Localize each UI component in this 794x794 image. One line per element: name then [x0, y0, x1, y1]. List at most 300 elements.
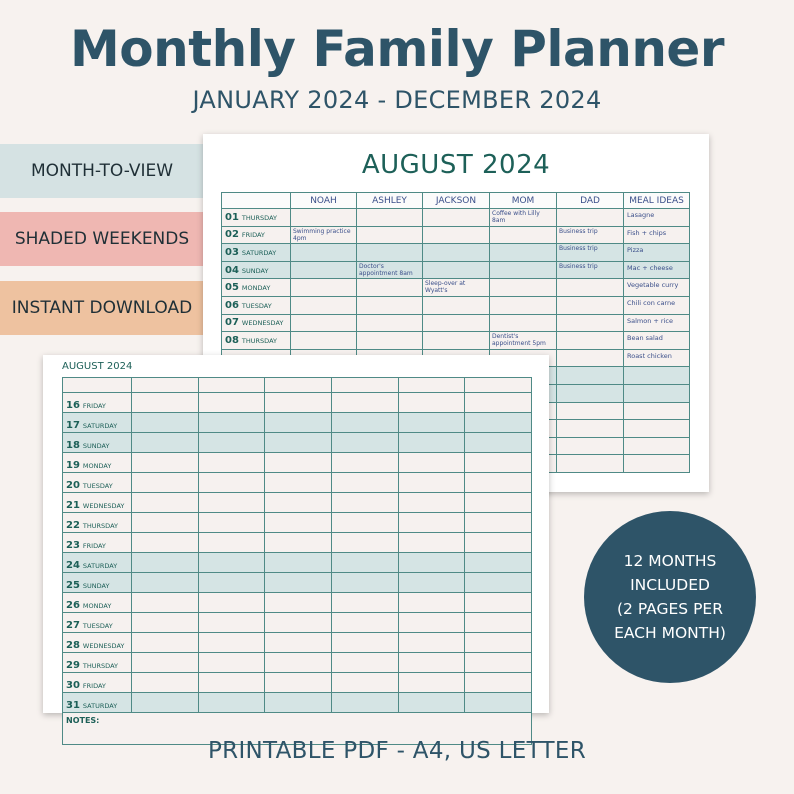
entry-cell	[357, 296, 423, 314]
entry-cell	[332, 613, 399, 633]
entry-cell	[332, 413, 399, 433]
entry-cell	[465, 493, 532, 513]
entry-cell	[557, 402, 624, 420]
entry-cell	[132, 493, 199, 513]
day-number: 20	[66, 480, 80, 491]
entry-text	[291, 332, 356, 334]
day-number: 16	[66, 400, 80, 411]
day-name: SUNDAY	[241, 266, 269, 275]
day-name: SUNDAY	[82, 442, 110, 450]
entry-text	[490, 315, 556, 317]
entry-text	[357, 315, 422, 317]
column-header: NOAH	[291, 193, 357, 209]
entry-cell	[265, 673, 332, 693]
table-row	[222, 244, 690, 262]
entry-text	[291, 262, 356, 264]
entry-cell	[265, 393, 332, 413]
entry-cell	[199, 513, 265, 533]
circle-line: (2 PAGES PER	[616, 600, 723, 618]
meal-text: Lasagne	[627, 211, 655, 219]
entry-cell	[265, 413, 332, 433]
entry-cell	[291, 296, 357, 314]
day-cell	[63, 633, 132, 653]
entry-cell	[132, 633, 199, 653]
day-number: 02	[225, 229, 239, 241]
entry-text	[490, 244, 556, 246]
entry-cell	[199, 573, 265, 593]
table-row	[63, 513, 532, 533]
column-header-day	[222, 193, 291, 209]
badge-month-to-view: MONTH-TO-VIEW	[0, 144, 204, 198]
table-row	[222, 332, 690, 350]
entry-cell	[132, 593, 199, 613]
entry-text	[291, 350, 356, 352]
entry-cell	[399, 673, 465, 693]
meal-cell	[624, 332, 690, 350]
column-header	[132, 378, 199, 393]
day-cell	[63, 393, 132, 413]
column-header	[332, 378, 399, 393]
entry-cell	[399, 393, 465, 413]
entry-cell	[624, 402, 690, 420]
day-number: 01	[225, 211, 239, 223]
entry-cell	[132, 513, 199, 533]
day-name: WEDNESDAY	[241, 319, 284, 328]
day-name: FRIDAY	[241, 231, 265, 240]
entry-cell	[332, 433, 399, 453]
entry-text	[423, 244, 489, 246]
entry-cell	[132, 693, 199, 713]
day-name: TUESDAY	[241, 301, 272, 310]
entry-cell	[265, 653, 332, 673]
entry-text	[557, 350, 623, 352]
table-row	[63, 473, 532, 493]
entry-cell	[332, 653, 399, 673]
entry-cell	[265, 473, 332, 493]
entry-text: Swimming practice 4pm	[293, 227, 351, 242]
meal-text: Bean salad	[627, 334, 663, 343]
day-number: 17	[66, 420, 80, 431]
table-row	[63, 613, 532, 633]
day-number: 19	[66, 460, 80, 471]
table-header-row	[222, 193, 690, 209]
entry-cell	[465, 433, 532, 453]
entry-text	[291, 297, 356, 299]
day-cell	[222, 209, 291, 227]
meal-text: Roast chicken	[627, 351, 672, 360]
entry-cell	[332, 693, 399, 713]
entry-cell	[490, 244, 557, 262]
entry-cell	[490, 261, 557, 279]
entry-cell	[332, 493, 399, 513]
entry-text	[291, 279, 356, 281]
day-cell	[63, 413, 132, 433]
day-number: 31	[66, 700, 80, 711]
entry-cell	[332, 393, 399, 413]
column-header	[265, 378, 332, 393]
entry-cell	[291, 244, 357, 262]
entry-cell	[490, 279, 557, 297]
table-row	[222, 209, 690, 227]
page-title: Monthly Family Planner	[70, 20, 724, 78]
entry-text	[357, 209, 422, 211]
format-footer: PRINTABLE PDF - A4, US LETTER	[208, 738, 586, 764]
entry-cell	[399, 573, 465, 593]
entry-text: Coffee with Lilly 8am	[492, 210, 540, 224]
day-cell	[222, 226, 291, 244]
day-name: FRIDAY	[82, 682, 106, 690]
day-number: 25	[66, 580, 80, 591]
entry-cell	[199, 473, 265, 493]
entry-cell	[399, 513, 465, 533]
badge-shaded-weekends: SHADED WEEKENDS	[0, 212, 204, 266]
entry-cell	[132, 473, 199, 493]
entry-cell	[132, 453, 199, 473]
entry-cell	[465, 513, 532, 533]
badge-instant-download: INSTANT DOWNLOAD	[0, 281, 204, 335]
day-number: 07	[225, 317, 239, 329]
meal-text: Vegetable curry	[627, 281, 679, 290]
entry-cell	[423, 226, 490, 244]
entry-text	[490, 262, 556, 264]
day-number: 24	[66, 560, 80, 571]
entry-cell	[465, 673, 532, 693]
day-number: 22	[66, 520, 80, 531]
table-header-row	[63, 378, 532, 393]
entry-cell	[357, 332, 423, 350]
entry-cell	[332, 553, 399, 573]
day-cell	[222, 296, 291, 314]
day-name: MONDAY	[82, 462, 112, 470]
day-name: SATURDAY	[241, 248, 277, 257]
entry-text	[557, 279, 623, 281]
entry-text	[291, 244, 356, 246]
day-number: 30	[66, 680, 80, 691]
entry-cell	[357, 314, 423, 332]
entry-cell	[399, 533, 465, 553]
day-name: SATURDAY	[82, 422, 118, 430]
entry-cell	[291, 279, 357, 297]
entry-cell	[624, 384, 690, 402]
table-row	[63, 593, 532, 613]
entry-cell	[199, 533, 265, 553]
day-name: SATURDAY	[82, 702, 118, 710]
entry-cell	[490, 209, 557, 227]
entry-cell	[265, 453, 332, 473]
entry-text	[423, 350, 489, 352]
day-name: TUESDAY	[82, 622, 113, 630]
table-row	[63, 493, 532, 513]
entry-text	[357, 279, 422, 281]
day-name: WEDNESDAY	[82, 502, 125, 510]
entry-text	[490, 297, 556, 299]
day-number: 21	[66, 500, 80, 511]
day-name: THURSDAY	[241, 213, 277, 222]
entry-cell	[399, 413, 465, 433]
table-row	[63, 413, 532, 433]
entry-cell	[465, 693, 532, 713]
entry-cell	[557, 226, 624, 244]
entry-cell	[399, 633, 465, 653]
column-header: ASHLEY	[357, 193, 423, 209]
entry-text	[423, 209, 489, 211]
entry-cell	[199, 433, 265, 453]
entry-cell	[265, 693, 332, 713]
entry-text	[423, 227, 489, 229]
entry-cell	[490, 314, 557, 332]
entry-cell	[399, 653, 465, 673]
entry-cell	[357, 226, 423, 244]
entry-cell	[332, 573, 399, 593]
column-header	[465, 378, 532, 393]
entry-cell	[557, 349, 624, 367]
entry-cell	[557, 244, 624, 262]
table-row	[222, 226, 690, 244]
day-name: TUESDAY	[82, 482, 113, 490]
entry-cell	[199, 673, 265, 693]
entry-cell	[357, 279, 423, 297]
entry-cell	[399, 453, 465, 473]
day-cell	[222, 244, 291, 262]
day-cell	[63, 513, 132, 533]
entry-text	[557, 209, 623, 211]
entry-cell	[399, 553, 465, 573]
meal-cell	[624, 226, 690, 244]
entry-text	[490, 350, 556, 352]
entry-text: Doctor's appointment 8am	[359, 262, 413, 277]
entry-cell	[557, 279, 624, 297]
entry-text: Business trip	[559, 262, 598, 270]
column-header	[199, 378, 265, 393]
entry-cell	[557, 332, 624, 350]
entry-cell	[423, 296, 490, 314]
meal-cell	[624, 261, 690, 279]
column-header	[399, 378, 465, 393]
day-cell	[222, 332, 291, 350]
entry-cell	[199, 553, 265, 573]
entry-cell	[199, 653, 265, 673]
entry-cell	[265, 613, 332, 633]
entry-cell	[199, 493, 265, 513]
day-number: 27	[66, 620, 80, 631]
meal-text: Salmon + rice	[627, 316, 673, 325]
entry-cell	[265, 553, 332, 573]
meal-text: Pizza	[627, 246, 644, 255]
table-row	[63, 673, 532, 693]
meal-cell	[624, 279, 690, 297]
column-header: MOM	[490, 193, 557, 209]
day-name: FRIDAY	[82, 402, 106, 410]
day-cell	[222, 279, 291, 297]
meal-cell	[624, 244, 690, 262]
entry-text	[291, 315, 356, 317]
day-name: WEDNESDAY	[82, 642, 125, 650]
entry-cell	[332, 633, 399, 653]
entry-cell	[423, 314, 490, 332]
entry-cell	[423, 209, 490, 227]
entry-text	[357, 332, 422, 334]
entry-cell	[357, 244, 423, 262]
entry-cell	[465, 473, 532, 493]
day-cell	[63, 593, 132, 613]
entry-cell	[557, 367, 624, 385]
entry-cell	[265, 493, 332, 513]
entry-cell	[357, 261, 423, 279]
entry-cell	[265, 433, 332, 453]
entry-text	[557, 297, 623, 299]
entry-cell	[465, 553, 532, 573]
day-cell	[63, 613, 132, 633]
entry-cell	[132, 673, 199, 693]
day-name: THURSDAY	[82, 662, 118, 670]
entry-cell	[399, 593, 465, 613]
entry-text: Business trip	[559, 227, 598, 235]
entry-cell	[465, 413, 532, 433]
table-row	[63, 453, 532, 473]
entry-cell	[199, 453, 265, 473]
entry-text	[557, 332, 623, 334]
entry-cell	[423, 332, 490, 350]
day-name: THURSDAY	[82, 522, 118, 530]
sheet-month-title: AUGUST 2024	[361, 150, 551, 180]
entry-cell	[624, 367, 690, 385]
entry-cell	[199, 413, 265, 433]
entry-cell	[490, 226, 557, 244]
entry-cell	[199, 633, 265, 653]
entry-cell	[291, 209, 357, 227]
entry-cell	[332, 513, 399, 533]
day-number: 29	[66, 660, 80, 671]
entry-cell	[199, 693, 265, 713]
meal-text: Mac + cheese	[627, 263, 673, 272]
entry-text: Business trip	[559, 245, 598, 253]
day-cell	[63, 653, 132, 673]
entry-cell	[557, 384, 624, 402]
entry-cell	[357, 209, 423, 227]
day-cell	[63, 553, 132, 573]
day-number: 03	[225, 246, 239, 258]
entry-text	[490, 227, 556, 229]
table-row	[63, 573, 532, 593]
entry-cell	[132, 573, 199, 593]
day-number: 05	[225, 282, 239, 294]
entry-cell	[199, 593, 265, 613]
entry-cell	[465, 613, 532, 633]
day-cell	[63, 573, 132, 593]
day-cell	[63, 453, 132, 473]
entry-cell	[265, 593, 332, 613]
table-row	[222, 296, 690, 314]
meal-cell	[624, 314, 690, 332]
column-header: MEAL IDEAS	[624, 193, 690, 209]
entry-cell	[132, 653, 199, 673]
circle-line: INCLUDED	[630, 576, 710, 594]
meal-cell	[624, 296, 690, 314]
column-header	[63, 378, 132, 393]
meal-text: Fish + chips	[627, 228, 667, 237]
entry-cell	[132, 613, 199, 633]
entry-cell	[423, 244, 490, 262]
entry-text	[557, 315, 623, 317]
entry-cell	[132, 413, 199, 433]
entry-text	[357, 297, 422, 299]
day-number: 18	[66, 440, 80, 451]
day-number: 04	[225, 264, 239, 276]
day-name: FRIDAY	[82, 542, 106, 550]
entry-cell	[557, 209, 624, 227]
sheet-month-title: AUGUST 2024	[62, 361, 133, 372]
day-cell	[63, 693, 132, 713]
notes-label: NOTES:	[63, 713, 532, 745]
day-name: SUNDAY	[82, 582, 110, 590]
planner-sheet-preview-front	[43, 355, 549, 725]
entry-text	[357, 227, 422, 229]
meal-cell	[624, 209, 690, 227]
entry-cell	[624, 420, 690, 438]
entry-cell	[423, 261, 490, 279]
entry-cell	[265, 633, 332, 653]
day-number: 23	[66, 540, 80, 551]
entry-cell	[465, 653, 532, 673]
table-row	[222, 261, 690, 279]
table-row	[63, 553, 532, 573]
day-number: 06	[225, 299, 239, 311]
entry-cell	[399, 433, 465, 453]
day-cell	[63, 473, 132, 493]
table-row	[63, 633, 532, 653]
entry-cell	[265, 513, 332, 533]
table-row	[222, 279, 690, 297]
entry-cell	[423, 279, 490, 297]
entry-cell	[332, 453, 399, 473]
day-cell	[222, 261, 291, 279]
entry-cell	[557, 261, 624, 279]
entry-text	[423, 332, 489, 334]
entry-cell	[291, 332, 357, 350]
entry-cell	[465, 533, 532, 553]
entry-text	[291, 209, 356, 211]
entry-cell	[132, 433, 199, 453]
day-name: MONDAY	[241, 284, 271, 293]
entry-cell	[465, 453, 532, 473]
entry-text	[357, 244, 422, 246]
table-row	[63, 653, 532, 673]
table-row	[222, 314, 690, 332]
entry-cell	[557, 296, 624, 314]
entry-cell	[557, 455, 624, 473]
day-cell	[63, 673, 132, 693]
entry-cell	[465, 633, 532, 653]
day-cell	[63, 493, 132, 513]
entry-text	[357, 350, 422, 352]
entry-cell	[399, 613, 465, 633]
entry-text	[423, 315, 489, 317]
entry-cell	[132, 553, 199, 573]
entry-cell	[557, 437, 624, 455]
meal-text: Chili con carne	[627, 298, 676, 307]
entry-cell	[465, 393, 532, 413]
day-name: SATURDAY	[82, 562, 118, 570]
entry-text: Sleep-over at Wyatt's	[425, 280, 466, 295]
entry-cell	[399, 473, 465, 493]
entry-cell	[557, 420, 624, 438]
entry-cell	[332, 473, 399, 493]
entry-cell	[332, 533, 399, 553]
table-row	[63, 693, 532, 713]
column-header: JACKSON	[423, 193, 490, 209]
column-header: DAD	[557, 193, 624, 209]
entry-text	[423, 297, 489, 299]
